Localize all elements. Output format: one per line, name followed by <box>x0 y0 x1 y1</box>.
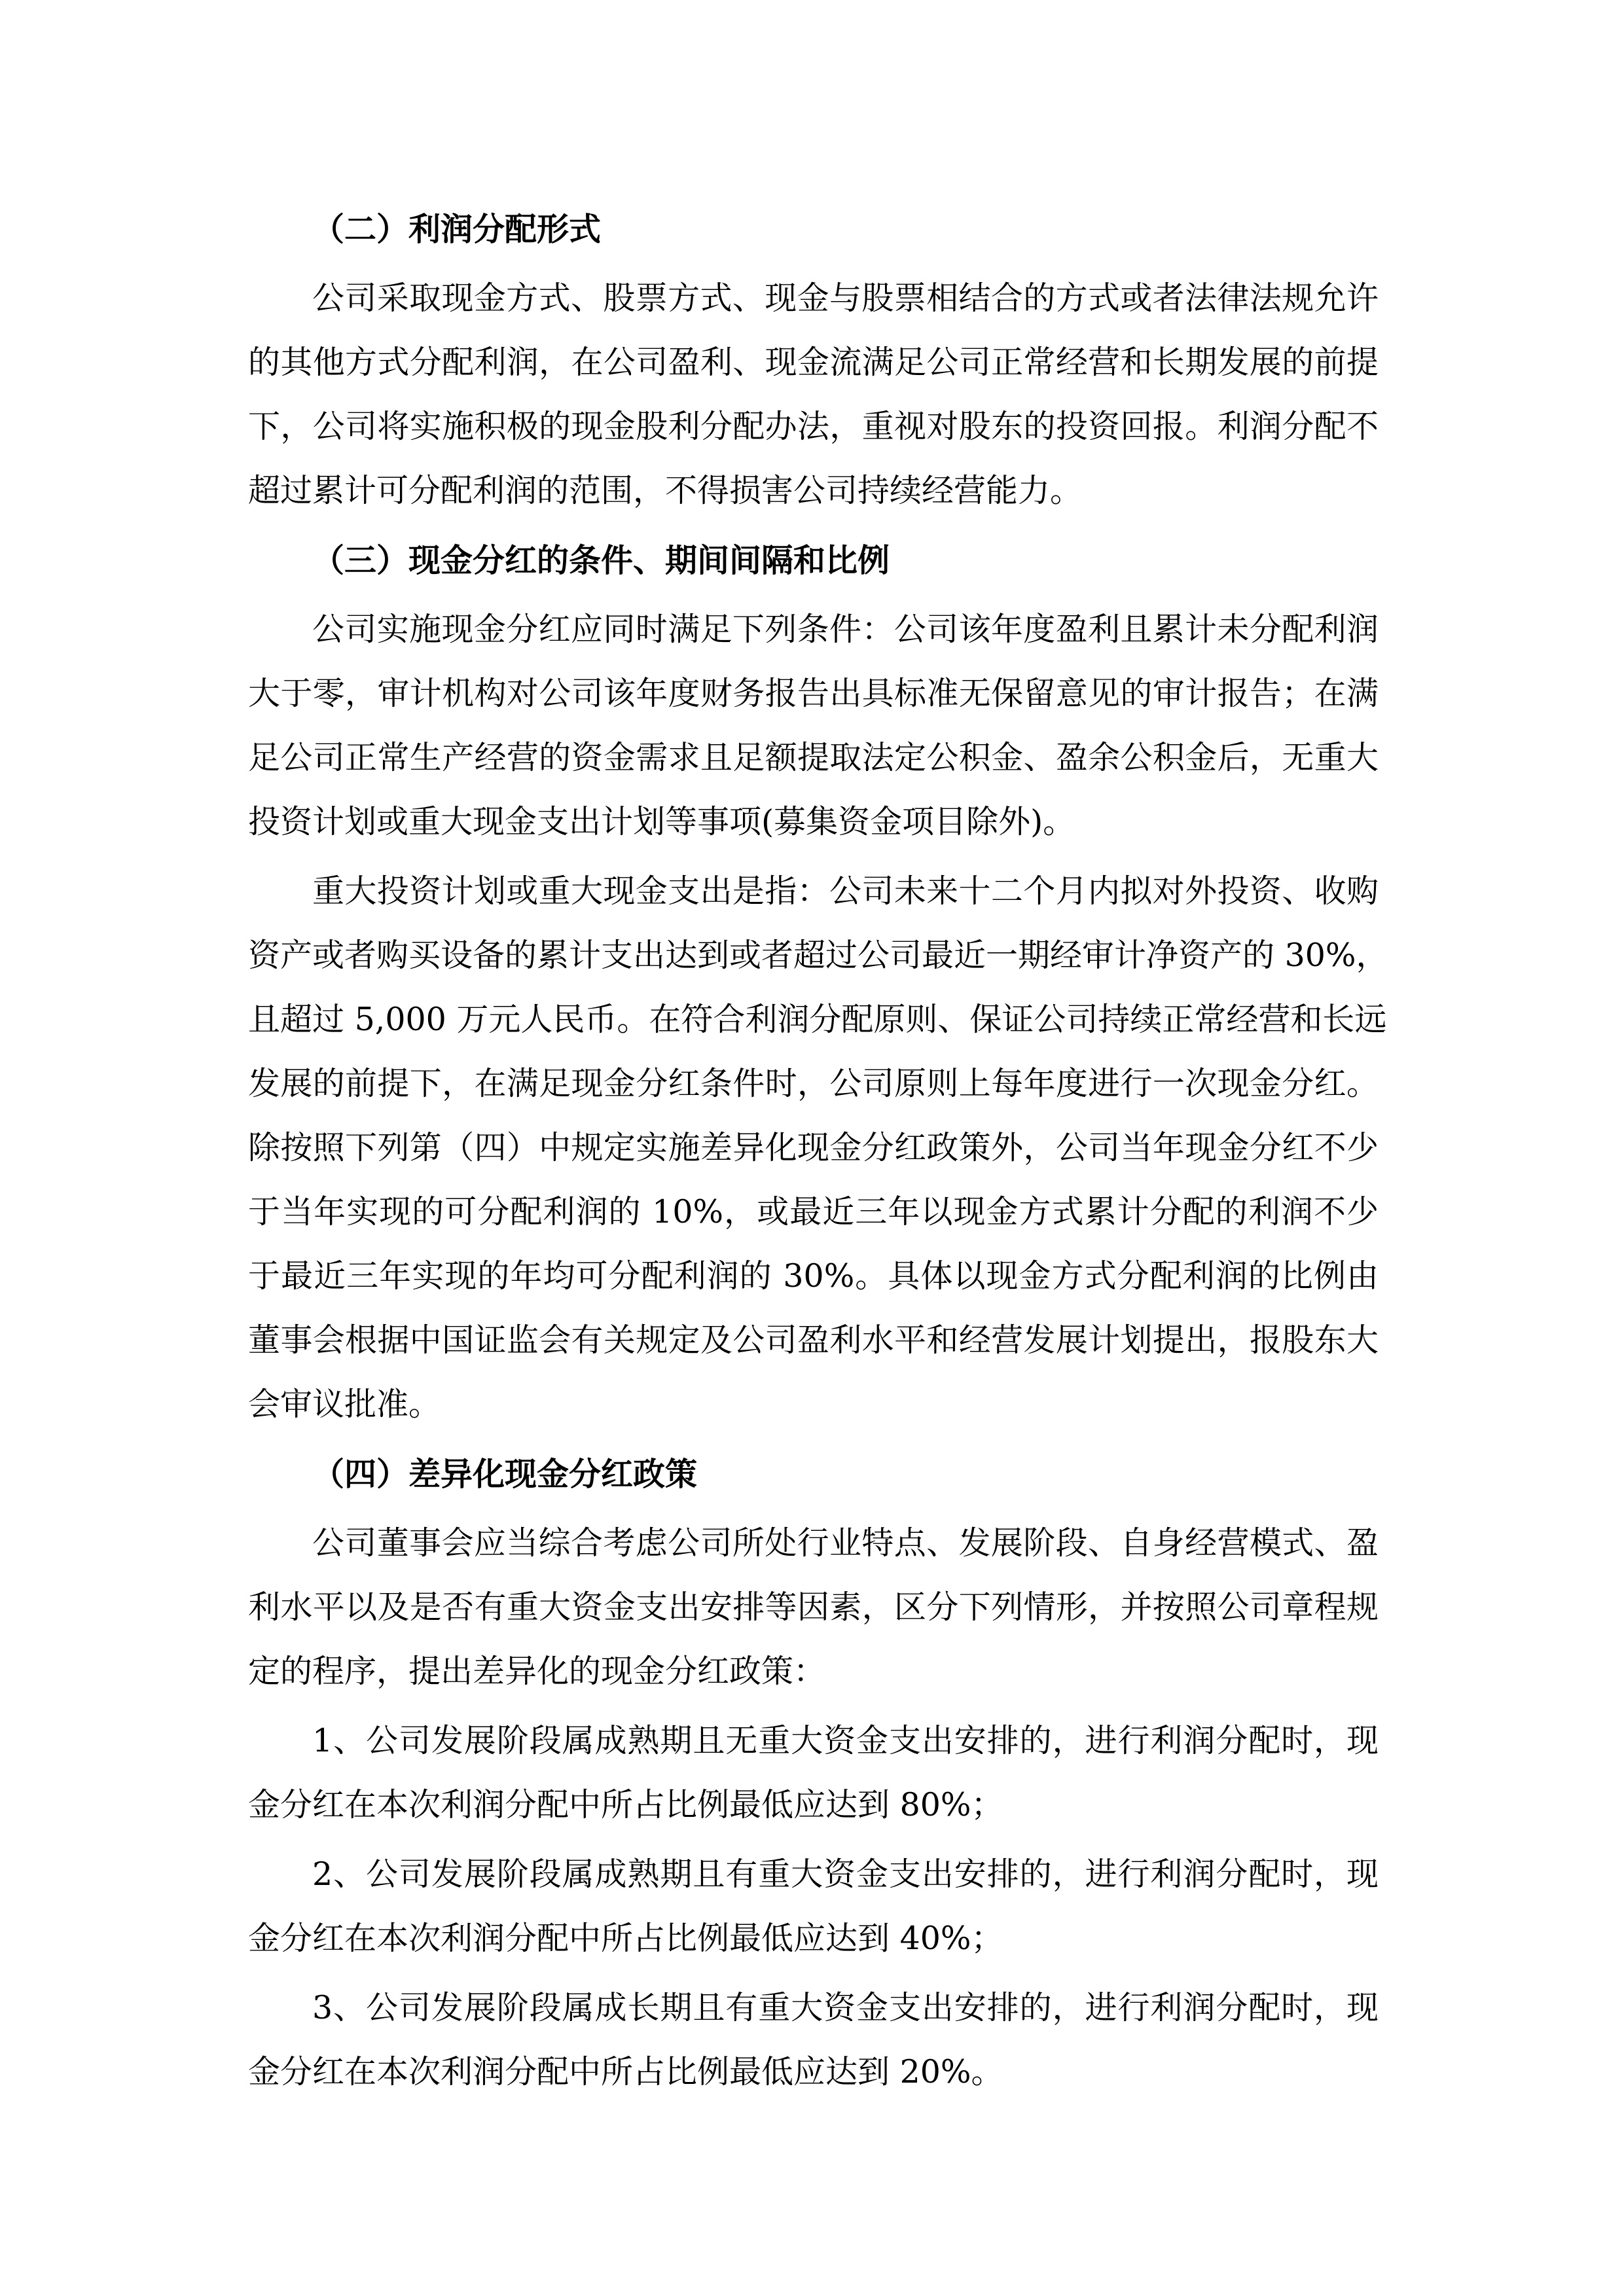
paragraph-line: 的其他方式分配利润，在公司盈利、现金流满足公司正常经营和长期发展的前提 <box>248 344 1379 381</box>
paragraph-line: 资产或者购买设备的累计支出达到或者超过公司最近一期经审计净资产的 30%， <box>248 937 1388 974</box>
paragraph-line: 公司采取现金方式、股票方式、现金与股票相结合的方式或者法律法规允许 <box>312 279 1379 317</box>
paragraph <box>248 266 1379 523</box>
paragraph-line: 于最近三年实现的年均可分配利润的 30%。具体以现金方式分配利润的比例由 <box>248 1257 1379 1295</box>
paragraph-line: 公司实施现金分红应同时满足下列条件：公司该年度盈利且累计未分配利润 <box>312 611 1379 648</box>
section-heading <box>248 197 1379 261</box>
paragraph-line: 金分红在本次利润分配中所占比例最低应达到 80%； <box>248 1786 1003 1823</box>
section-heading <box>248 1442 1379 1506</box>
paragraph-line: 金分红在本次利润分配中所占比例最低应达到 40%； <box>248 1920 1003 1957</box>
paragraph-line: 会审议批准。 <box>248 1386 441 1423</box>
paragraph-line: 重大投资计划或重大现金支出是指：公司未来十二个月内拟对外投资、收购 <box>312 872 1379 910</box>
paragraph <box>248 598 1379 854</box>
paragraph-line: 金分红在本次利润分配中所占比例最低应达到 20%。 <box>248 2053 1003 2090</box>
paragraph-line: 1、公司发展阶段属成熟期且无重大资金支出安排的，进行利润分配时，现 <box>312 1722 1379 1759</box>
heading-text: （四）差异化现金分红政策 <box>312 1455 698 1493</box>
paragraph <box>248 1976 1379 2104</box>
paragraph-line: 超过累计可分配利润的范围，不得损害公司持续经营能力。 <box>248 472 1083 509</box>
paragraph-line: 且超过 5,000 万元人民币。在符合利润分配原则、保证公司持续正常经营和长远 <box>248 1001 1387 1038</box>
document-body <box>248 197 1388 2104</box>
paragraph <box>248 1511 1379 1704</box>
heading-text: （三）现金分红的条件、期间间隔和比例 <box>312 541 890 579</box>
section-heading <box>248 528 1379 592</box>
paragraph-line: 下，公司将实施积极的现金股利分配办法，重视对股东的投资回报。利润分配不 <box>248 408 1379 445</box>
paragraph-line: 公司董事会应当综合考虑公司所处行业特点、发展阶段、自身经营模式、盈 <box>312 1524 1379 1562</box>
paragraph-line: 2、公司发展阶段属成熟期且有重大资金支出安排的，进行利润分配时，现 <box>312 1856 1379 1893</box>
paragraph-line: 定的程序，提出差异化的现金分红政策： <box>248 1653 826 1690</box>
paragraph <box>248 859 1388 1437</box>
paragraph-line: 3、公司发展阶段属成长期且有重大资金支出安排的，进行利润分配时，现 <box>312 1989 1379 2026</box>
paragraph-line: 投资计划或重大现金支出计划等事项(募集资金项目除外)。 <box>248 803 1075 840</box>
paragraph-line: 足公司正常生产经营的资金需求且足额提取法定公积金、盈余公积金后，无重大 <box>248 739 1379 776</box>
paragraph-line: 于当年实现的可分配利润的 10%，或最近三年以现金方式累计分配的利润不少 <box>248 1193 1379 1230</box>
heading-text: （二）利润分配形式 <box>312 210 602 248</box>
paragraph-line: 大于零，审计机构对公司该年度财务报告出具标准无保留意见的审计报告；在满 <box>248 675 1379 712</box>
paragraph-line: 利水平以及是否有重大资金支出安排等因素，区分下列情形，并按照公司章程规 <box>248 1588 1379 1626</box>
paragraph-line: 董事会根据中国证监会有关规定及公司盈利水平和经营发展计划提出，报股东大 <box>248 1321 1379 1359</box>
paragraph <box>248 1842 1379 1971</box>
paragraph-line: 发展的前提下，在满足现金分红条件时，公司原则上每年度进行一次现金分红。 <box>248 1065 1379 1102</box>
paragraph-line: 除按照下列第（四）中规定实施差异化现金分红政策外，公司当年现金分红不少 <box>248 1129 1379 1166</box>
paragraph <box>248 1709 1379 1837</box>
